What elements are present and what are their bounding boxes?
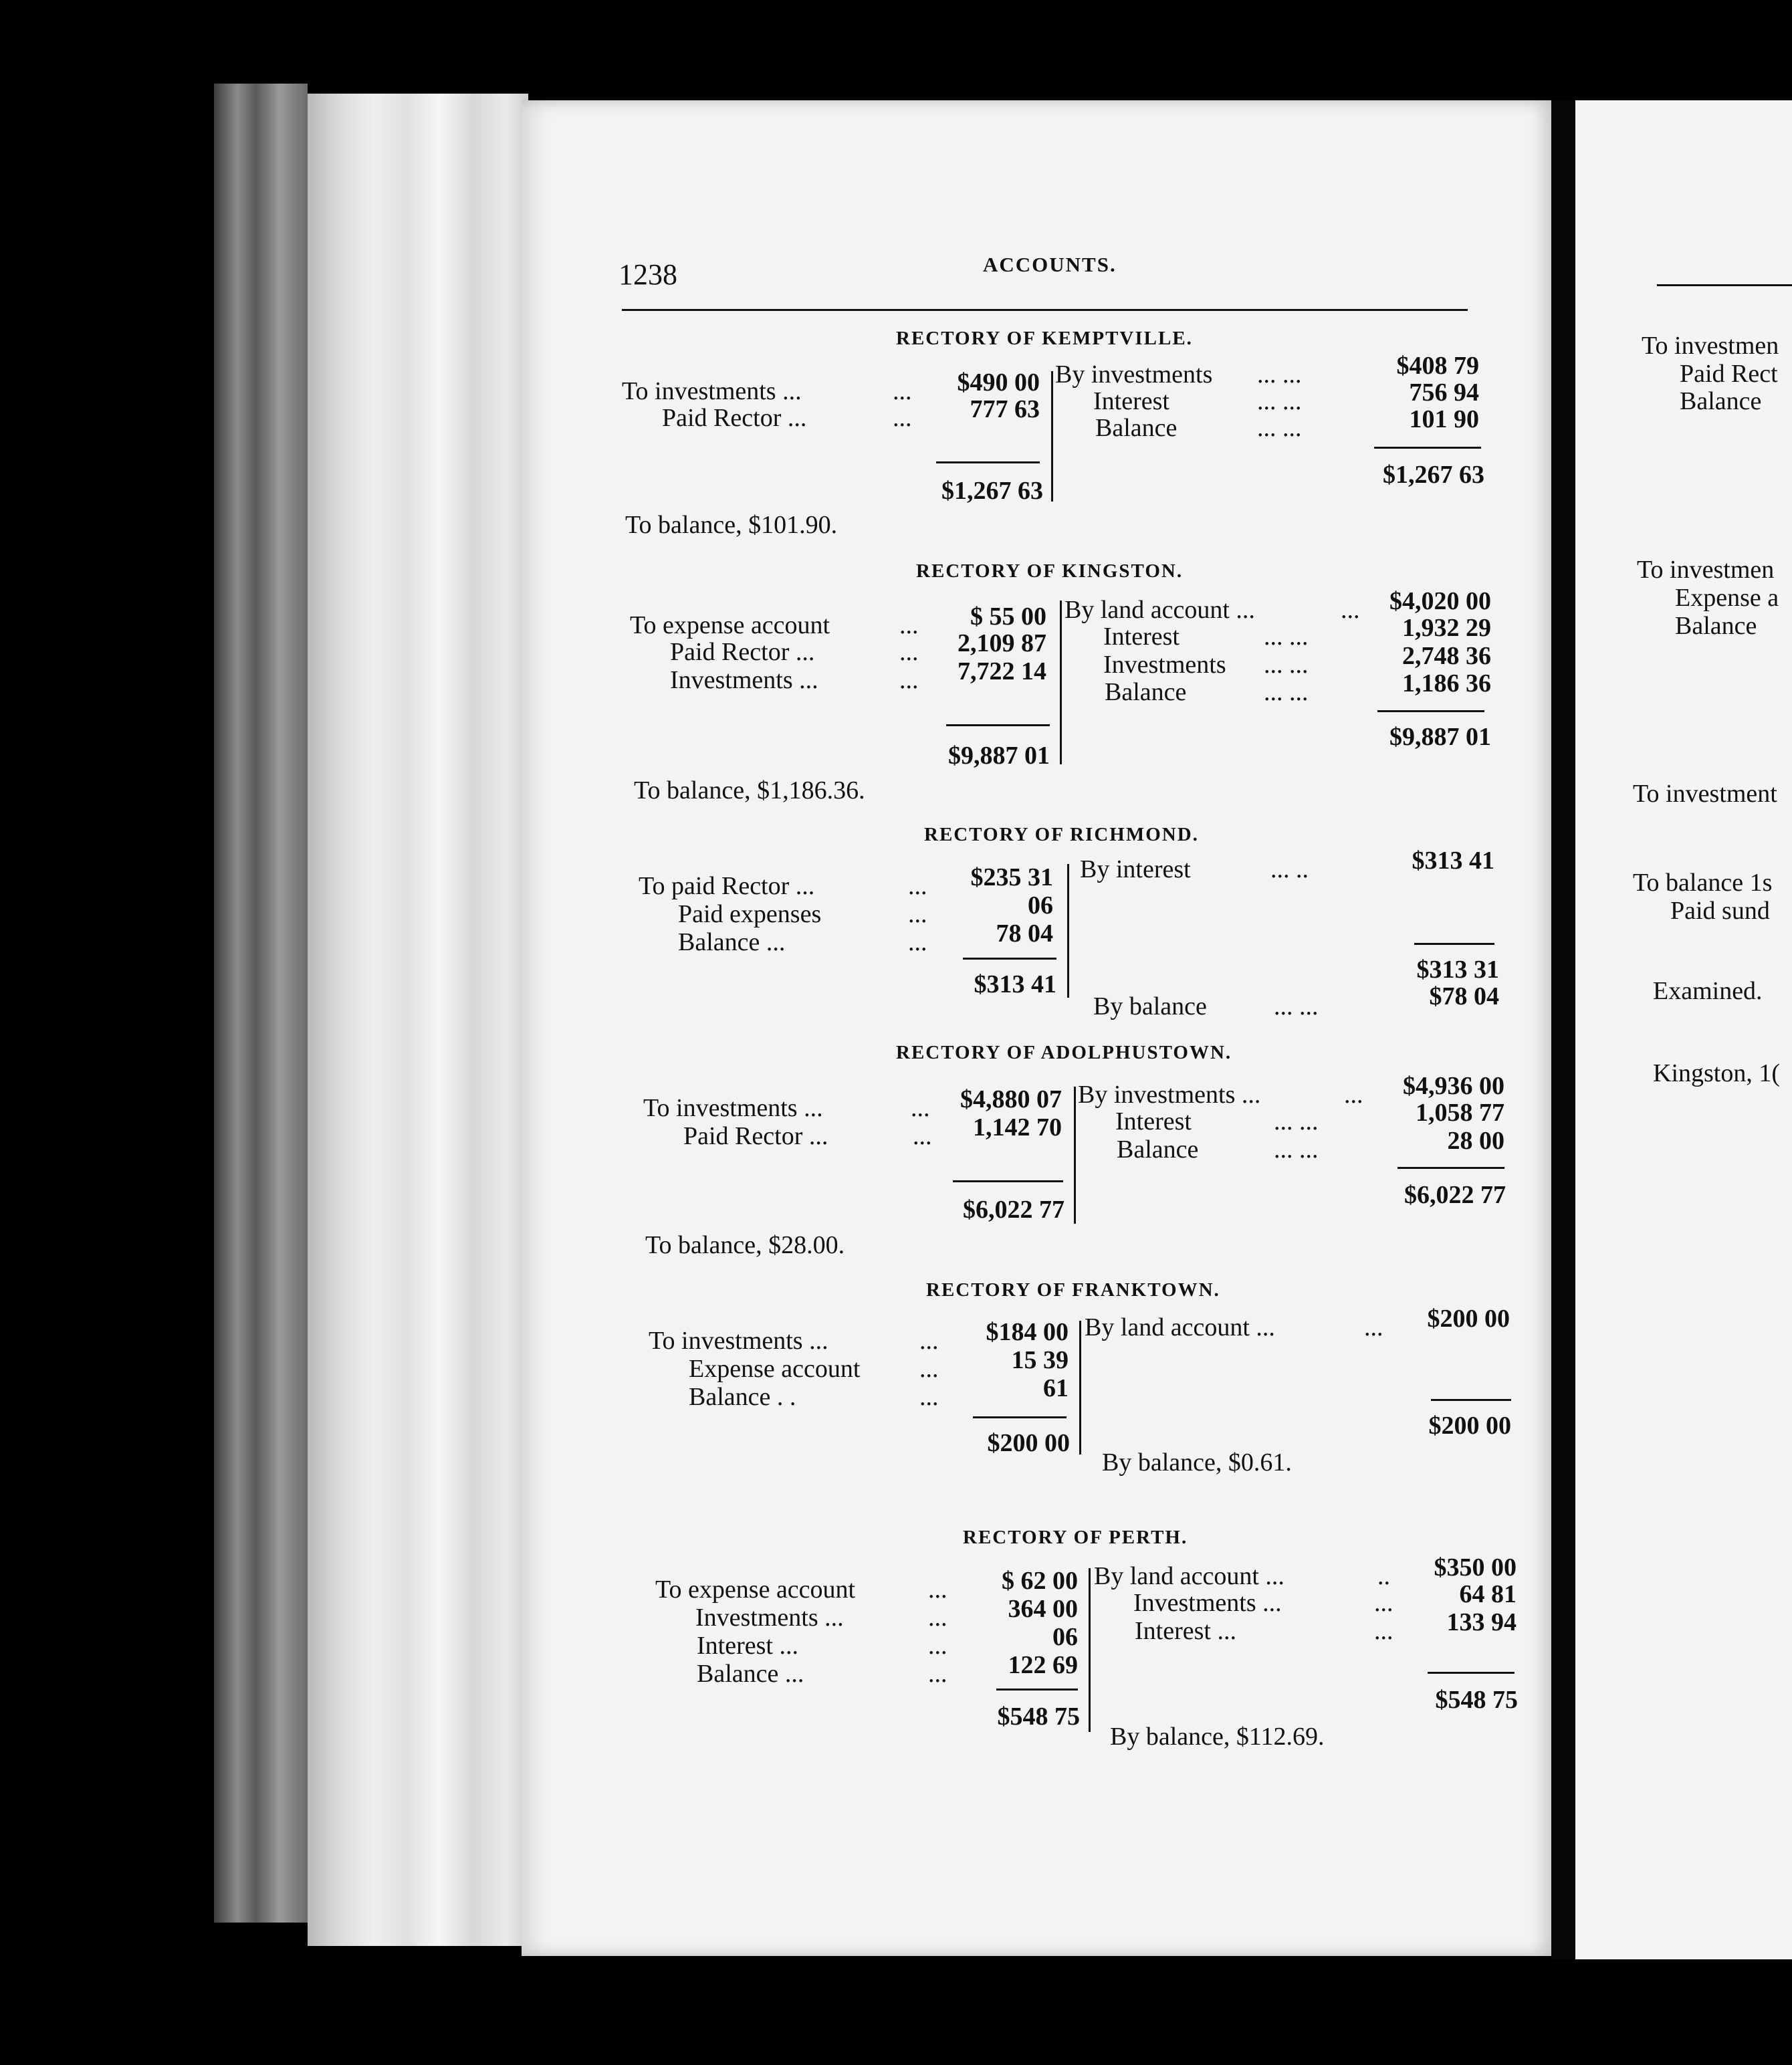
- credit-label: Investments ...: [1133, 1589, 1282, 1617]
- debit-label: To paid Rector ...: [639, 872, 815, 900]
- debit-dots: ...: [893, 377, 912, 405]
- section-heading-richmond: RECTORY OF RICHMOND.: [924, 824, 1199, 845]
- total-rule: [973, 1416, 1067, 1418]
- credit-amount: 1,186 36: [1402, 669, 1491, 697]
- credit-dots: ... ..: [1270, 855, 1309, 883]
- debit-dots: ...: [899, 666, 919, 694]
- credit-dots: ... ...: [1274, 1107, 1319, 1135]
- debit-amount: $4,880 07: [960, 1085, 1062, 1113]
- debit-dots: ...: [908, 928, 927, 956]
- credit-label: Balance: [1105, 678, 1187, 706]
- right-fragment: To balance 1s: [1633, 869, 1773, 897]
- debit-amount: 2,109 87: [958, 629, 1046, 657]
- credit-amount: 101 90: [1409, 405, 1479, 433]
- right-fragment: Paid Rect: [1680, 360, 1778, 388]
- section-heading-perth: RECTORY OF PERTH.: [963, 1527, 1188, 1548]
- column-divider: [1060, 601, 1062, 764]
- total-rule: [936, 461, 1040, 463]
- total-rule: [953, 1180, 1063, 1182]
- credit-total: $313 31: [1416, 956, 1499, 984]
- debit-amount: 06: [1052, 1623, 1078, 1651]
- debit-amount: 122 69: [1008, 1651, 1078, 1679]
- credit-dots: ... ...: [1274, 992, 1319, 1020]
- right-header-rule: [1657, 284, 1792, 286]
- credit-label: Interest: [1093, 387, 1169, 415]
- credit-label: By land account ...: [1094, 1562, 1284, 1590]
- debit-amount: 7,722 14: [958, 657, 1046, 685]
- debit-dots: ...: [919, 1327, 939, 1355]
- credit-dots: ... ...: [1257, 360, 1302, 389]
- debit-dots: ...: [893, 404, 912, 432]
- debit-label: To investments ...: [643, 1094, 823, 1122]
- page-stack-edge: [308, 94, 528, 1946]
- debit-amount: 777 63: [970, 395, 1040, 423]
- debit-label: Investments ...: [695, 1604, 844, 1632]
- credit-label: By land account ...: [1065, 596, 1255, 624]
- credit-amount: $350 00: [1434, 1553, 1517, 1582]
- right-fragment: To investmen: [1642, 332, 1779, 360]
- debit-amount: 61: [1043, 1374, 1069, 1402]
- credit-dots: ... ...: [1264, 651, 1309, 679]
- credit-dots: ...: [1344, 1081, 1363, 1109]
- debit-dots: ...: [911, 1094, 930, 1122]
- total-rule: [996, 1689, 1078, 1691]
- debit-label: To expense account: [655, 1575, 856, 1604]
- balance-note: To balance, $1,186.36.: [634, 776, 865, 804]
- debit-dots: ...: [919, 1383, 939, 1411]
- credit-dots: ...: [1364, 1313, 1383, 1341]
- debit-amount: $ 55 00: [970, 603, 1046, 631]
- debit-dots: ...: [908, 900, 927, 928]
- debit-amount: 06: [1028, 891, 1053, 919]
- credit-label: By investments ...: [1078, 1081, 1261, 1109]
- credit-amount: 64 81: [1459, 1580, 1517, 1608]
- page-number: 1238: [619, 258, 677, 291]
- debit-label: Balance . .: [689, 1383, 796, 1411]
- credit-label: Investments: [1103, 651, 1226, 679]
- debit-amount: 15 39: [1011, 1346, 1069, 1374]
- total-rule: [1374, 447, 1481, 449]
- total-rule: [963, 958, 1056, 960]
- debit-dots: ...: [928, 1660, 947, 1688]
- credit-label: By interest: [1080, 855, 1191, 883]
- credit-total: $1,267 63: [1383, 461, 1484, 489]
- book-edge-shadow: [214, 84, 308, 1923]
- credit-dots: ... ...: [1274, 1135, 1319, 1164]
- credit-dots: ...: [1341, 596, 1360, 624]
- credit-total: $200 00: [1428, 1412, 1511, 1440]
- section-heading-adolphustown: RECTORY OF ADOLPHUSTOWN.: [896, 1042, 1232, 1063]
- total-rule: [1431, 1399, 1511, 1401]
- column-divider: [1074, 1087, 1076, 1224]
- credit-label: By land account ...: [1085, 1313, 1275, 1341]
- credit-total: $548 75: [1435, 1686, 1518, 1714]
- debit-amount: $ 62 00: [1002, 1567, 1078, 1595]
- debit-amount: $235 31: [970, 863, 1053, 891]
- right-fragment: To investmen: [1637, 556, 1775, 584]
- credit-amount: $200 00: [1427, 1305, 1510, 1333]
- debit-dots: ...: [908, 872, 927, 900]
- header-rule: [622, 309, 1468, 311]
- debit-dots: ...: [928, 1575, 947, 1604]
- book-gutter: [1551, 100, 1575, 1959]
- credit-amount: $313 41: [1412, 847, 1494, 875]
- debit-dots: ...: [928, 1632, 947, 1660]
- total-rule: [1397, 1167, 1504, 1169]
- debit-dots: ...: [913, 1122, 932, 1150]
- credit-dots: ... ...: [1264, 678, 1309, 706]
- debit-dots: ...: [919, 1355, 939, 1383]
- debit-amount: $490 00: [957, 368, 1040, 397]
- debit-amount: 1,142 70: [973, 1113, 1062, 1142]
- credit-dots: ..: [1377, 1562, 1390, 1590]
- credit-amount: 2,748 36: [1402, 642, 1491, 670]
- credit-amount: 756 94: [1409, 378, 1479, 407]
- debit-label: Expense account: [689, 1355, 861, 1383]
- total-rule: [1377, 710, 1484, 712]
- debit-total: $6,022 77: [963, 1196, 1065, 1224]
- debit-label: Interest ...: [697, 1632, 798, 1660]
- total-rule: [1428, 1672, 1515, 1674]
- right-fragment: To investment: [1633, 780, 1777, 808]
- total-rule: [1414, 943, 1494, 945]
- debit-amount: $184 00: [986, 1318, 1069, 1346]
- debit-label: Paid Rector ...: [662, 404, 807, 432]
- credit-label: Interest: [1103, 623, 1180, 651]
- section-heading-kemptville: RECTORY OF KEMPTVILLE.: [896, 328, 1193, 349]
- credit-amount: $408 79: [1396, 352, 1479, 380]
- right-fragment: Expense a: [1675, 584, 1779, 612]
- debit-label: To expense account: [630, 611, 830, 639]
- debit-total: $200 00: [987, 1429, 1070, 1457]
- credit-dots: ... ...: [1257, 387, 1302, 415]
- credit-amount: 1,058 77: [1416, 1099, 1504, 1127]
- debit-label: Balance ...: [678, 928, 786, 956]
- right-fragment: Kingston, 1(: [1653, 1059, 1780, 1087]
- debit-total: $1,267 63: [941, 477, 1043, 505]
- credit-amount: 28 00: [1447, 1127, 1504, 1155]
- balance-note: By balance, $0.61.: [1102, 1448, 1292, 1477]
- credit-dots: ...: [1374, 1617, 1393, 1645]
- credit-amount: $4,936 00: [1403, 1072, 1504, 1100]
- right-fragment: Balance: [1680, 387, 1762, 415]
- running-head: ACCOUNTS.: [983, 253, 1117, 276]
- debit-label: Investments ...: [670, 666, 818, 694]
- debit-label: Balance ...: [697, 1660, 804, 1688]
- debit-total: $9,887 01: [948, 742, 1050, 770]
- credit-label: Interest: [1115, 1107, 1192, 1135]
- debit-total: $548 75: [997, 1703, 1080, 1731]
- credit-amount: 133 94: [1446, 1608, 1517, 1636]
- credit-dots: ... ...: [1257, 414, 1302, 442]
- column-divider: [1089, 1568, 1091, 1732]
- right-fragment: Balance: [1675, 612, 1757, 640]
- credit-label: Balance: [1095, 414, 1178, 442]
- credit-dots: ... ...: [1264, 623, 1309, 651]
- credit-amount: $4,020 00: [1389, 587, 1491, 615]
- debit-label: To investments ...: [649, 1327, 828, 1355]
- debit-label: To investments ...: [622, 377, 802, 405]
- debit-label: Paid expenses: [678, 900, 822, 928]
- credit-label: Interest ...: [1135, 1617, 1236, 1645]
- balance-note: By balance, $112.69.: [1110, 1723, 1325, 1751]
- credit-label: Balance: [1117, 1135, 1199, 1164]
- credit-total: $6,022 77: [1404, 1181, 1506, 1209]
- right-fragment: Examined.: [1653, 977, 1763, 1005]
- credit-balance-label: By balance: [1093, 992, 1207, 1020]
- balance-note: To balance, $28.00.: [645, 1231, 845, 1259]
- debit-dots: ...: [928, 1604, 947, 1632]
- credit-balance-amount: $78 04: [1429, 982, 1499, 1010]
- credit-label: By investments: [1055, 360, 1213, 389]
- debit-amount: 78 04: [996, 919, 1053, 948]
- debit-dots: ...: [899, 611, 919, 639]
- section-heading-kingston: RECTORY OF KINGSTON.: [916, 560, 1184, 582]
- debit-label: Paid Rector ...: [683, 1122, 828, 1150]
- column-divider: [1051, 371, 1053, 502]
- column-divider: [1067, 864, 1069, 998]
- debit-total: $313 41: [974, 970, 1056, 998]
- debit-amount: 364 00: [1008, 1595, 1078, 1623]
- column-divider: [1079, 1321, 1081, 1454]
- right-fragment: Paid sund: [1670, 897, 1770, 925]
- credit-amount: 1,932 29: [1402, 614, 1491, 642]
- balance-note: To balance, $101.90.: [625, 511, 838, 539]
- section-heading-franktown: RECTORY OF FRANKTOWN.: [926, 1279, 1220, 1301]
- total-rule: [946, 724, 1050, 726]
- credit-dots: ...: [1374, 1589, 1393, 1617]
- debit-dots: ...: [899, 638, 919, 666]
- debit-label: Paid Rector ...: [670, 638, 815, 666]
- credit-total: $9,887 01: [1389, 723, 1491, 751]
